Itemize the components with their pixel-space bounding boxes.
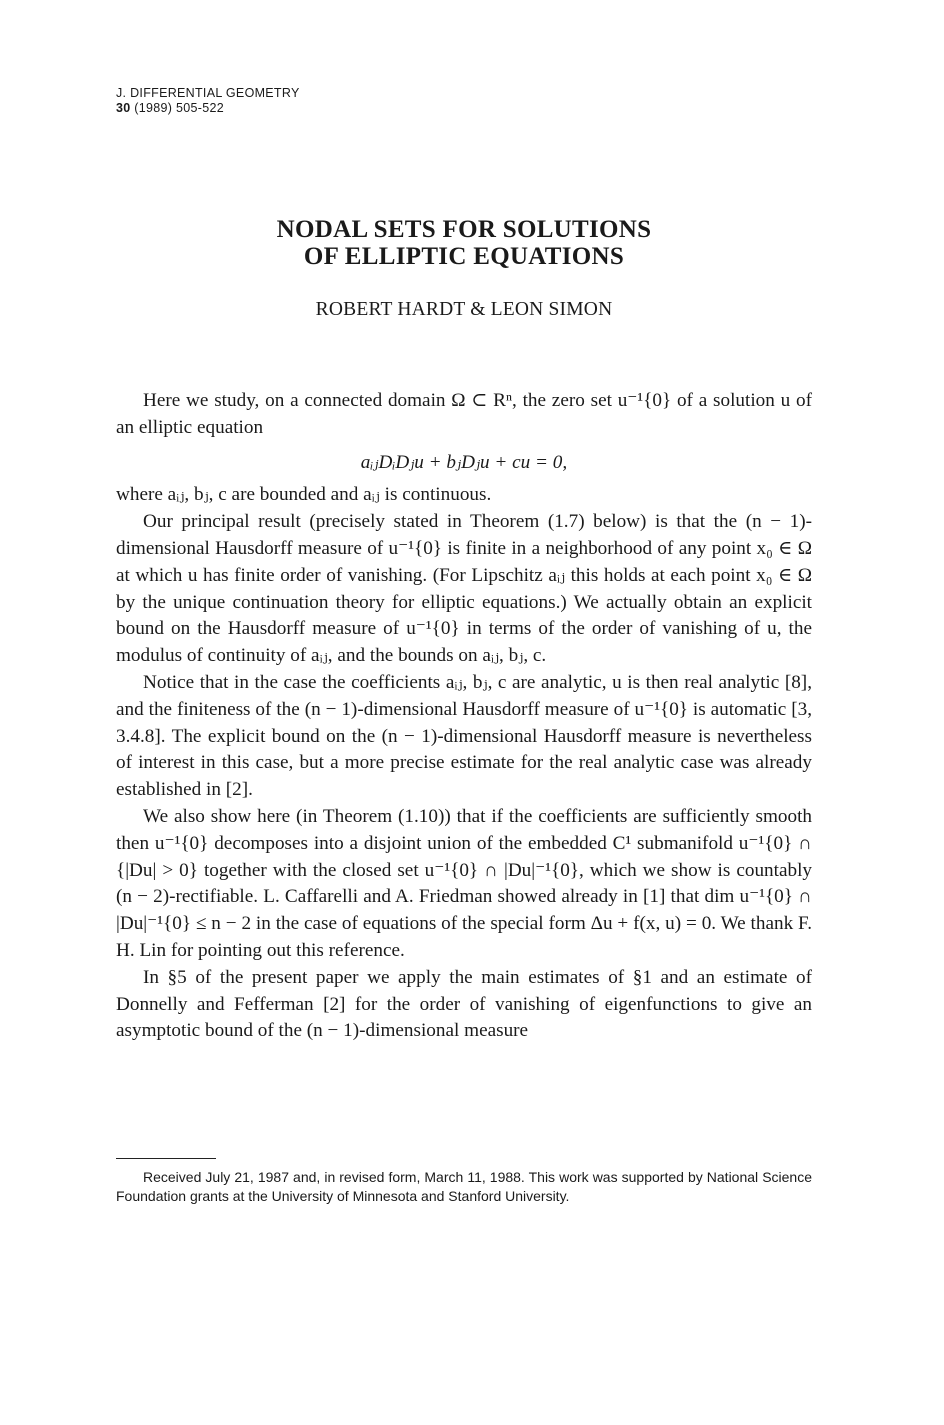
paragraph-4: Notice that in the case the coefficients aᵢⱼ, bⱼ, c are analytic, u is then real analytic [8], and the finiteness of the (n − 1)-dimensional Hausdorff measure of u⁻¹{0} is automatic [3, 3.4.8]. The explicit bound on the (n − 1)-dimensional Hausdorff measure is nevertheless of interest in this case, but a more precise estimate for the real analytic case was already established in [2]. (116, 671, 812, 801)
journal-volume (116, 101, 300, 116)
paragraph-3: Our principal result (precisely stated in Theorem (1.7) below) is that the (n − 1)-dimensional Hausdorff measure of u⁻¹{0} is finite in a neighborhood of any point x₀ ∈ Ω at which u has finite order of vanishing. (For Lipschitz aᵢⱼ this holds at each point x₀ ∈ Ω by the unique continuation theory for elliptic equations.) We actually obtain an explicit bound on the Hausdorff measure of u⁻¹{0} in terms of the order of vanishing of u, the modulus of continuity of aᵢⱼ, and the bounds on aᵢⱼ, bⱼ, c. (116, 511, 812, 667)
paper-authors: ROBERT HARDT & LEON SIMON (315, 299, 613, 320)
paper-title (116, 216, 812, 270)
journal-header (116, 86, 300, 116)
paragraph-2: where aᵢⱼ, bⱼ, c are bounded and aᵢⱼ is continuous. (116, 484, 492, 506)
title-line-1: NODAL SETS FOR SOLUTIONS (276, 216, 652, 243)
footnote-text: Received July 21, 1987 and, in revised form, March 11, 1988. This work was supported by National Science Foundation grants at the University of Minnesota and Stanford University. (116, 1169, 812, 1204)
title-line-2: OF ELLIPTIC EQUATIONS (303, 243, 625, 270)
volume-pages: (1989) 505-522 (134, 101, 224, 115)
display-equation: aᵢⱼDᵢDⱼu + bⱼDⱼu + cu = 0, (360, 451, 568, 473)
footnote-divider (116, 1158, 216, 1159)
journal-name: J. DIFFERENTIAL GEOMETRY (116, 86, 300, 100)
footnote (116, 1168, 812, 1206)
volume-number: 30 (116, 101, 131, 115)
paragraph-1: Here we study, on a connected domain Ω ⊂ Rⁿ, the zero set u⁻¹{0} of a solution u of an elliptic equation (116, 390, 812, 438)
paragraph-5: We also show here (in Theorem (1.10)) that if the coefficients are sufficiently smooth then u⁻¹{0} decomposes into a disjoint union of the embedded C¹ submanifold u⁻¹{0} ∩ {|Du| > 0} together with the closed set u⁻¹{0} ∩ |Du|⁻¹{0}, which we show is countably (n − 2)-rectifiable. L. Caffarelli and A. Friedman showed already in [1] that dim u⁻¹{0} ∩ |Du|⁻¹{0} ≤ n − 2 in the case of equations of the special form Δu + f(x, u) = 0. We thank F. H. Lin for pointing out this reference. (116, 805, 812, 961)
paragraph-6: In §5 of the present paper we apply the main estimates of §1 and an estimate of Donnelly and Fefferman [2] for the order of vanishing of eigenfunctions to give an asymptotic bound of the (n − 1)-dimensional measure (116, 966, 812, 1042)
paper-body (116, 388, 812, 1045)
